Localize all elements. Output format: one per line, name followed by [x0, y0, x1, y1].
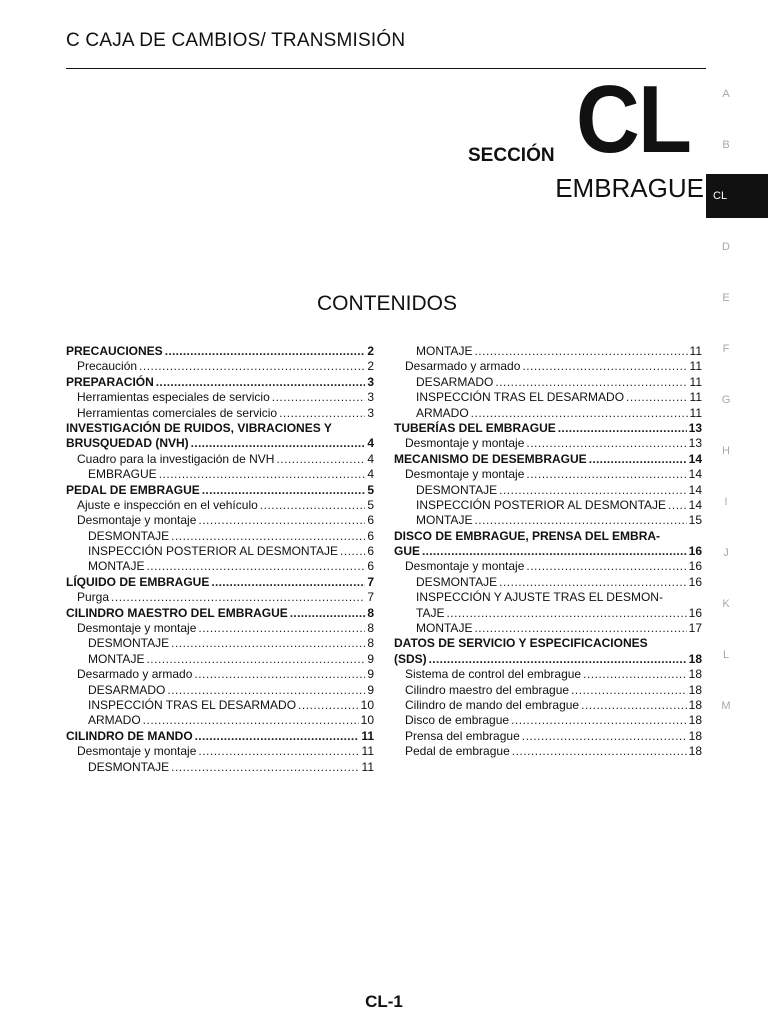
toc-entry[interactable] — [394, 421, 702, 436]
toc-entry-page: 18 — [688, 682, 702, 697]
toc-entry[interactable] — [394, 559, 702, 574]
toc-entry[interactable] — [66, 421, 374, 436]
toc-entry[interactable] — [394, 652, 702, 667]
toc-leader-dots — [143, 713, 359, 728]
toc-leader-dots — [279, 406, 365, 421]
toc-entry-title: INSPECCIÓN TRAS EL DESARMADO — [88, 697, 297, 712]
toc-entry-page: 13 — [688, 420, 702, 435]
toc-entry-page: 13 — [688, 436, 702, 451]
toc-entry[interactable] — [66, 467, 374, 482]
toc-entry[interactable] — [66, 621, 374, 636]
toc-entry-page: 16 — [688, 544, 702, 559]
toc-entry-page: 18 — [688, 728, 702, 743]
toc-entry-page: 6 — [367, 544, 374, 559]
toc-entry[interactable] — [394, 498, 702, 513]
side-tab-f[interactable]: F — [722, 343, 730, 355]
toc-leader-dots — [159, 467, 366, 482]
toc-entry-title: MONTAJE — [88, 559, 145, 574]
toc-entry[interactable] — [394, 683, 702, 698]
toc-entry-page: 6 — [367, 513, 374, 528]
toc-entry-title: BRUSQUEDAD (NVH) — [66, 436, 189, 451]
toc-entry[interactable] — [66, 559, 374, 574]
toc-leader-dots — [474, 344, 687, 359]
toc-entry-title: MONTAJE — [88, 651, 145, 666]
toc-entry-title: Ajuste e inspección en el vehículo — [77, 497, 258, 512]
toc-leader-dots — [499, 575, 687, 590]
side-tab-g[interactable]: G — [721, 394, 731, 406]
toc-entry-title: INVESTIGACIÓN DE RUIDOS, VIBRACIONES Y — [66, 420, 332, 435]
toc-entry-page: 18 — [688, 744, 702, 759]
side-tab-j[interactable]: J — [723, 547, 729, 559]
toc-entry-page: 4 — [367, 436, 374, 451]
toc-entry-page: 14 — [688, 482, 702, 497]
toc-entry-page: 11 — [689, 343, 702, 358]
toc-entry-title: Pedal de embrague — [405, 744, 510, 759]
toc-leader-dots — [194, 667, 365, 682]
toc-entry-title: TAJE — [416, 605, 445, 620]
side-tab-l[interactable]: L — [722, 649, 730, 661]
toc-entry-page: 6 — [367, 559, 374, 574]
toc-entry[interactable] — [394, 513, 702, 528]
toc-entry-page: 18 — [688, 713, 702, 728]
toc-entry-page: 16 — [688, 574, 702, 589]
toc-leader-dots — [211, 575, 365, 590]
toc-entry-page: 18 — [688, 667, 702, 682]
toc-entry-page: 3 — [367, 390, 374, 405]
toc-entry[interactable] — [394, 621, 702, 636]
toc-entry[interactable] — [394, 698, 702, 713]
toc-entry-page: 14 — [688, 451, 702, 466]
toc-entry-page: 8 — [367, 605, 374, 620]
toc-entry-title: ARMADO — [416, 405, 469, 420]
toc-entry-title: MECANISMO DE DESEMBRAGUE — [394, 451, 587, 466]
toc-entry[interactable] — [66, 760, 374, 775]
toc-leader-dots — [276, 452, 365, 467]
toc-leader-dots — [139, 359, 365, 374]
toc-leader-dots — [668, 498, 687, 513]
toc-entry-page: 5 — [367, 497, 374, 512]
toc-leader-dots — [167, 683, 365, 698]
toc-column-left — [66, 344, 374, 775]
toc-entry-title: Prensa del embrague — [405, 728, 520, 743]
toc-entry-title: PEDAL DE EMBRAGUE — [66, 482, 200, 497]
side-tab-a[interactable]: A — [722, 88, 730, 100]
toc-entry-title: Herramientas comerciales de servicio — [77, 405, 278, 420]
toc-entry[interactable] — [66, 729, 374, 744]
toc-leader-dots — [511, 713, 687, 728]
toc-leader-dots — [526, 436, 686, 451]
toc-entry-page: 8 — [367, 621, 374, 636]
toc-leader-dots — [512, 744, 687, 759]
toc-leader-dots — [198, 621, 365, 636]
toc-entry[interactable] — [66, 359, 374, 374]
toc-entry[interactable] — [394, 452, 702, 467]
toc-entry[interactable] — [66, 498, 374, 513]
toc-entry[interactable] — [66, 483, 374, 498]
toc-column-right — [394, 344, 702, 760]
toc-entry[interactable] — [66, 529, 374, 544]
toc-entry-title: Sistema de control del embrague — [405, 667, 582, 682]
toc-entry-title: CILINDRO DE MANDO — [66, 728, 193, 743]
toc-leader-dots — [198, 744, 359, 759]
toc-entry[interactable] — [66, 636, 374, 651]
toc-entry[interactable] — [66, 683, 374, 698]
chapter-title: C CAJA DE CAMBIOS/ TRANSMISIÓN — [66, 30, 406, 51]
section-name: EMBRAGUE — [555, 173, 704, 203]
toc-entry-page: 3 — [367, 405, 374, 420]
toc-leader-dots — [146, 652, 365, 667]
toc-entry[interactable] — [394, 390, 702, 405]
toc-leader-dots — [471, 406, 688, 421]
toc-entry-title: TUBERÍAS DEL EMBRAGUE — [394, 420, 556, 435]
toc-entry-page: 11 — [361, 759, 374, 774]
toc-entry[interactable] — [394, 729, 702, 744]
side-tab-m[interactable]: M — [721, 700, 731, 712]
toc-entry-page: 6 — [367, 528, 374, 543]
toc-entry[interactable] — [394, 713, 702, 728]
toc-entry-title: DESARMADO — [88, 682, 166, 697]
toc-entry-title: EMBRAGUE — [88, 467, 157, 482]
toc-entry[interactable] — [66, 575, 374, 590]
toc-entry-title: Desmontaje y montaje — [77, 744, 197, 759]
toc-leader-dots — [171, 636, 365, 651]
toc-entry-title: DESMONTAJE — [416, 574, 498, 589]
side-tab-cl[interactable]: CL — [706, 174, 768, 218]
toc-leader-dots — [111, 590, 365, 605]
side-tab-k[interactable]: K — [722, 598, 730, 610]
toc-entry-page: 8 — [367, 636, 374, 651]
toc-entry-page: 11 — [689, 405, 702, 420]
toc-leader-dots — [195, 729, 360, 744]
toc-entry[interactable] — [394, 483, 702, 498]
toc-entry-title: DESMONTAJE — [88, 636, 170, 651]
side-tab-i[interactable]: I — [724, 496, 728, 508]
toc-leader-dots — [526, 559, 686, 574]
toc-entry-title: Cilindro de mando del embrague — [405, 697, 580, 712]
toc-leader-dots — [298, 698, 359, 713]
toc-leader-dots — [165, 344, 366, 359]
toc-leader-dots — [156, 375, 366, 390]
toc-leader-dots — [422, 544, 687, 559]
toc-leader-dots — [171, 760, 359, 775]
toc-entry[interactable] — [66, 436, 374, 451]
toc-entry-title: DATOS DE SERVICIO Y ESPECIFICACIONES — [394, 636, 648, 651]
toc-entry-title: MONTAJE — [416, 343, 473, 358]
toc-entry-title: Desarmado y armado — [405, 359, 521, 374]
toc-leader-dots — [571, 683, 687, 698]
toc-entry-title: PRECAUCIONES — [66, 343, 163, 358]
toc-entry-page: 14 — [688, 497, 702, 512]
toc-entry[interactable] — [66, 390, 374, 405]
toc-entry[interactable] — [394, 544, 702, 559]
toc-entry[interactable] — [66, 375, 374, 390]
section-label: SECCIÓN — [468, 145, 555, 166]
toc-entry-page: 11 — [361, 728, 374, 743]
toc-entry-title: Desmontaje y montaje — [405, 559, 525, 574]
toc-entry[interactable] — [66, 652, 374, 667]
toc-leader-dots — [198, 513, 365, 528]
toc-entry[interactable] — [66, 713, 374, 728]
toc-leader-dots — [589, 452, 687, 467]
toc-entry-title: MONTAJE — [416, 621, 473, 636]
toc-entry-page: 9 — [367, 651, 374, 666]
side-tab-b[interactable]: B — [722, 139, 730, 151]
toc-entry-page: 15 — [688, 513, 702, 528]
toc-entry-page: 3 — [367, 374, 374, 389]
toc-entry-page: 11 — [689, 390, 702, 405]
toc-leader-dots — [522, 359, 687, 374]
section-code: CL — [576, 66, 691, 173]
toc-entry-title: INSPECCIÓN POSTERIOR AL DESMONTAJE — [416, 497, 667, 512]
toc-entry[interactable] — [66, 513, 374, 528]
toc-entry-page: 17 — [688, 621, 702, 636]
toc-entry-title: Disco de embrague — [405, 713, 510, 728]
toc-entry-title: MONTAJE — [416, 513, 473, 528]
toc-entry[interactable] — [66, 606, 374, 621]
toc-entry-title: LÍQUIDO DE EMBRAGUE — [66, 574, 210, 589]
toc-entry-page: 10 — [360, 697, 374, 712]
toc-entry[interactable] — [66, 452, 374, 467]
toc-entry[interactable] — [66, 544, 374, 559]
toc-entry-page: 11 — [361, 744, 374, 759]
toc-leader-dots — [171, 529, 365, 544]
side-tab-d[interactable]: D — [722, 241, 730, 253]
page-number: CL-1 — [365, 992, 403, 1011]
toc-entry-title: Desmontaje y montaje — [405, 436, 525, 451]
toc-leader-dots — [626, 390, 687, 405]
toc-entry[interactable] — [66, 590, 374, 605]
toc-entry-page: 7 — [367, 574, 374, 589]
toc-entry-page: 9 — [367, 682, 374, 697]
toc-entry-page: 2 — [367, 343, 374, 358]
toc-entry-page: 18 — [688, 651, 702, 666]
toc-entry-title: DESMONTAJE — [88, 759, 170, 774]
contents-heading: CONTENIDOS — [316, 292, 457, 315]
toc-leader-dots — [581, 698, 687, 713]
toc-entry-page: 11 — [689, 359, 702, 374]
toc-entry[interactable] — [394, 344, 702, 359]
toc-leader-dots — [272, 390, 366, 405]
toc-entry-page: 2 — [367, 359, 374, 374]
toc-leader-dots — [202, 483, 366, 498]
toc-entry-page: 18 — [688, 697, 702, 712]
toc-entry-page: 4 — [367, 451, 374, 466]
toc-entry-title: DESARMADO — [416, 374, 494, 389]
toc-entry[interactable] — [394, 359, 702, 374]
toc-entry[interactable] — [66, 406, 374, 421]
toc-leader-dots — [446, 606, 686, 621]
toc-entry[interactable] — [394, 636, 702, 651]
toc-entry-title: CILINDRO MAESTRO DEL EMBRAGUE — [66, 605, 288, 620]
toc-entry-page: 10 — [360, 713, 374, 728]
toc-leader-dots — [260, 498, 366, 513]
toc-entry-page: 16 — [688, 605, 702, 620]
toc-entry-title: PREPARACIÓN — [66, 374, 154, 389]
toc-leader-dots — [474, 513, 686, 528]
toc-entry[interactable] — [394, 590, 702, 605]
toc-entry-title: ARMADO — [88, 713, 141, 728]
toc-entry-title: DESMONTAJE — [416, 482, 498, 497]
toc-leader-dots — [429, 652, 687, 667]
toc-entry[interactable] — [66, 698, 374, 713]
toc-entry-title: INSPECCIÓN TRAS EL DESARMADO — [416, 390, 625, 405]
toc-entry[interactable] — [394, 436, 702, 451]
toc-entry-page: 7 — [367, 590, 374, 605]
toc-leader-dots — [526, 467, 686, 482]
toc-entry[interactable] — [394, 406, 702, 421]
toc-entry-title: Precaución — [77, 359, 138, 374]
toc-entry-page: 9 — [367, 667, 374, 682]
toc-leader-dots — [583, 667, 687, 682]
toc-entry-page: 5 — [367, 482, 374, 497]
toc-entry-title: INSPECCIÓN POSTERIOR AL DESMONTAJE — [88, 544, 339, 559]
toc-leader-dots — [495, 375, 687, 390]
toc-entry-page: 14 — [688, 467, 702, 482]
toc-leader-dots — [522, 729, 687, 744]
toc-entry-title: INSPECCIÓN Y AJUSTE TRAS EL DESMON- — [416, 590, 663, 605]
toc-entry-title: Desmontaje y montaje — [405, 467, 525, 482]
toc-leader-dots — [146, 559, 365, 574]
toc-entry[interactable] — [394, 606, 702, 621]
toc-entry-title: DESMONTAJE — [88, 528, 170, 543]
toc-entry-title: Purga — [77, 590, 110, 605]
toc-leader-dots — [290, 606, 366, 621]
toc-entry-title: Desmontaje y montaje — [77, 513, 197, 528]
toc-entry[interactable] — [394, 375, 702, 390]
toc-entry-page: 11 — [689, 374, 702, 389]
toc-entry[interactable] — [394, 529, 702, 544]
toc-entry-title: GUE — [394, 544, 421, 559]
toc-entry-page: 4 — [367, 467, 374, 482]
toc-entry-page: 16 — [688, 559, 702, 574]
side-tab-e[interactable]: E — [722, 292, 730, 304]
toc-entry-title: Desarmado y armado — [77, 667, 193, 682]
toc-leader-dots — [558, 421, 687, 436]
toc-entry[interactable] — [66, 344, 374, 359]
toc-leader-dots — [191, 436, 366, 451]
toc-entry-title: (SDS) — [394, 651, 427, 666]
toc-entry[interactable] — [66, 667, 374, 682]
toc-leader-dots — [499, 483, 687, 498]
toc-entry-title: Desmontaje y montaje — [77, 621, 197, 636]
toc-entry-title: DISCO DE EMBRAGUE, PRENSA DEL EMBRA- — [394, 528, 661, 543]
toc-entry[interactable] — [394, 467, 702, 482]
side-tab-h[interactable]: H — [722, 445, 730, 457]
toc-entry[interactable] — [66, 744, 374, 759]
toc-entry-title: Cilindro maestro del embrague — [405, 682, 570, 697]
toc-entry[interactable] — [394, 667, 702, 682]
toc-entry-title: Cuadro para la investigación de NVH — [77, 451, 275, 466]
toc-entry[interactable] — [394, 575, 702, 590]
toc-leader-dots — [474, 621, 686, 636]
toc-entry[interactable] — [394, 744, 702, 759]
toc-entry-title: Herramientas especiales de servicio — [77, 390, 270, 405]
toc-leader-dots — [340, 544, 365, 559]
